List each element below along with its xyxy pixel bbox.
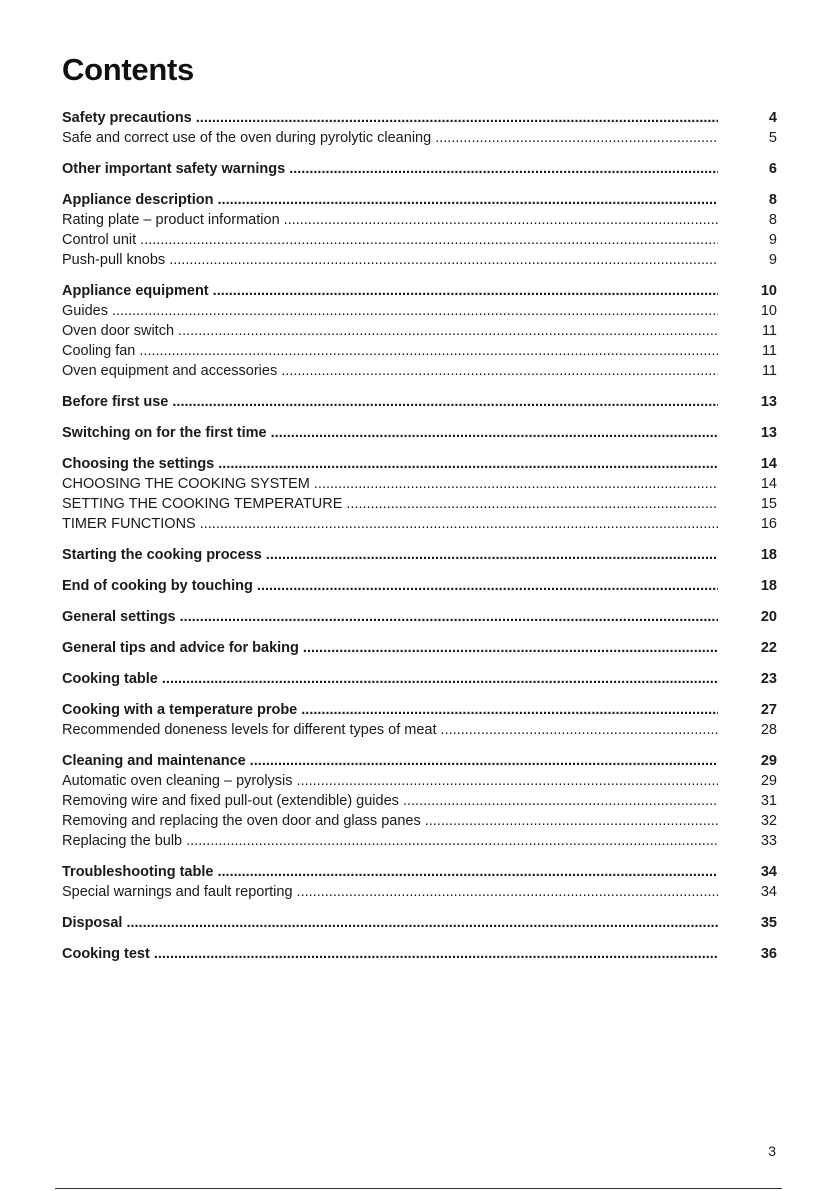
- toc-entry-page: 36: [760, 946, 777, 962]
- toc-entry[interactable]: [62, 545, 777, 565]
- toc-entry[interactable]: [62, 751, 777, 771]
- toc-section: [62, 108, 777, 148]
- toc-subentry[interactable]: [62, 128, 777, 148]
- toc-subentry-page: 9: [768, 252, 777, 268]
- toc-subentry-title: Guides .....: [62, 301, 718, 321]
- toc-subentry-page: 11: [761, 323, 777, 339]
- toc-entry-page: 4: [768, 110, 777, 126]
- toc-subentry-title: SETTING THE COOKING TEMPERATURE .....: [62, 494, 718, 514]
- toc-entry-page: 20: [760, 609, 777, 625]
- toc-subentry-title: Control unit .....: [62, 230, 718, 250]
- toc-subentry-page: 16: [760, 516, 777, 532]
- toc-section: [62, 281, 777, 381]
- toc-entry-title: Cooking table .....: [62, 669, 718, 689]
- toc-subentry[interactable]: [62, 882, 777, 902]
- toc-entry-page: 8: [768, 192, 777, 208]
- toc-section: [62, 423, 777, 443]
- toc-entry[interactable]: [62, 700, 777, 720]
- toc-subentry-page: 33: [760, 833, 777, 849]
- page-number: 3: [768, 1143, 776, 1159]
- toc-entry-title: General settings .....: [62, 607, 718, 627]
- toc-entry[interactable]: [62, 913, 777, 933]
- toc-entry[interactable]: [62, 281, 777, 301]
- toc-entry-title: Safety precautions .....: [62, 108, 718, 128]
- toc-subentry-page: 31: [760, 793, 777, 809]
- toc-section: [62, 669, 777, 689]
- toc-entry-page: 6: [768, 161, 777, 177]
- toc-subentry[interactable]: [62, 230, 777, 250]
- toc-subentry[interactable]: [62, 831, 777, 851]
- toc-section: [62, 913, 777, 933]
- toc-subentry-title: Automatic oven cleaning – pyrolysis .....: [62, 771, 718, 791]
- toc-entry-page: 22: [760, 640, 777, 656]
- toc-entry[interactable]: [62, 159, 777, 179]
- toc-subentry[interactable]: [62, 341, 777, 361]
- toc-subentry-title: TIMER FUNCTIONS .....: [62, 514, 718, 534]
- toc-entry-title: Appliance equipment .....: [62, 281, 718, 301]
- toc-entry-title: Cooking test .....: [62, 944, 718, 964]
- toc-entry[interactable]: [62, 423, 777, 443]
- toc-subentry-title: Oven equipment and accessories .....: [62, 361, 718, 381]
- toc-subentry[interactable]: [62, 361, 777, 381]
- toc-subentry[interactable]: [62, 791, 777, 811]
- toc-subentry-title: Push-pull knobs .....: [62, 250, 718, 270]
- toc-subentry-title: Special warnings and fault reporting .....: [62, 882, 718, 902]
- toc-entry-page: 27: [760, 702, 777, 718]
- page-title: Contents: [62, 52, 194, 87]
- toc-section: [62, 576, 777, 596]
- toc-entry-title: Starting the cooking process .....: [62, 545, 718, 565]
- toc-subentry[interactable]: [62, 321, 777, 341]
- toc-subentry-title: Removing and replacing the oven door and glass panes .....: [62, 811, 718, 831]
- toc-subentry[interactable]: [62, 494, 777, 514]
- toc-section: [62, 700, 777, 740]
- toc-entry-page: 34: [760, 864, 777, 880]
- toc-subentry-page: 5: [768, 130, 777, 146]
- toc-entry-page: 35: [760, 915, 777, 931]
- toc-entry-title: Appliance description .....: [62, 190, 718, 210]
- toc-subentry-title: Oven door switch .....: [62, 321, 718, 341]
- toc-entry-title: Switching on for the first time .....: [62, 423, 718, 443]
- toc-entry-title: End of cooking by touching .....: [62, 576, 718, 596]
- toc-subentry-page: 15: [760, 496, 777, 512]
- toc-subentry-page: 9: [768, 232, 777, 248]
- toc-subentry-page: 32: [760, 813, 777, 829]
- toc-entry[interactable]: [62, 190, 777, 210]
- toc-entry[interactable]: [62, 454, 777, 474]
- toc-subentry-page: 11: [761, 363, 777, 379]
- toc-subentry[interactable]: [62, 720, 777, 740]
- toc-entry-title: Cooking with a temperature probe .....: [62, 700, 718, 720]
- toc-subentry[interactable]: [62, 514, 777, 534]
- toc-subentry[interactable]: [62, 771, 777, 791]
- toc-entry[interactable]: [62, 108, 777, 128]
- toc-subentry-title: CHOOSING THE COOKING SYSTEM .....: [62, 474, 718, 494]
- toc-section: [62, 638, 777, 658]
- toc-entry-page: 13: [760, 394, 777, 410]
- toc-section: [62, 545, 777, 565]
- toc-entry[interactable]: [62, 669, 777, 689]
- toc-subentry[interactable]: [62, 301, 777, 321]
- toc-section: [62, 751, 777, 851]
- toc-subentry-page: 14: [760, 476, 777, 492]
- toc-entry-page: 18: [760, 578, 777, 594]
- toc-subentry-page: 34: [760, 884, 777, 900]
- toc-subentry-title: Rating plate – product information .....: [62, 210, 718, 230]
- toc-entry[interactable]: [62, 638, 777, 658]
- toc-entry[interactable]: [62, 392, 777, 412]
- toc-subentry-page: 11: [761, 343, 777, 359]
- toc-entry[interactable]: [62, 862, 777, 882]
- toc-subentry[interactable]: [62, 474, 777, 494]
- toc-subentry[interactable]: [62, 250, 777, 270]
- toc-subentry[interactable]: [62, 210, 777, 230]
- toc-subentry-title: Recommended doneness levels for different types of meat .....: [62, 720, 718, 740]
- toc-entry-title: Before first use .....: [62, 392, 718, 412]
- toc-section: [62, 392, 777, 412]
- toc-entry-page: 13: [760, 425, 777, 441]
- toc-entry[interactable]: [62, 607, 777, 627]
- toc-subentry-title: Safe and correct use of the oven during pyrolytic cleaning .....: [62, 128, 718, 148]
- toc-entry-page: 29: [760, 753, 777, 769]
- toc-entry[interactable]: [62, 576, 777, 596]
- toc-section: [62, 944, 777, 964]
- toc-section: [62, 862, 777, 902]
- toc-subentry[interactable]: [62, 811, 777, 831]
- toc-subentry-page: 29: [760, 773, 777, 789]
- toc-entry-title: General tips and advice for baking .....: [62, 638, 718, 658]
- table-of-contents: [62, 108, 777, 975]
- toc-section: [62, 454, 777, 534]
- toc-section: [62, 607, 777, 627]
- toc-subentry-title: Removing wire and fixed pull-out (extendible) guides .....: [62, 791, 718, 811]
- toc-entry-page: 23: [760, 671, 777, 687]
- toc-entry-page: 14: [760, 456, 777, 472]
- footer-rule: [55, 1188, 782, 1189]
- toc-subentry-page: 10: [760, 303, 777, 319]
- toc-entry-page: 18: [760, 547, 777, 563]
- toc-entry-title: Other important safety warnings .....: [62, 159, 718, 179]
- toc-entry-title: Cleaning and maintenance .....: [62, 751, 718, 771]
- toc-section: [62, 190, 777, 270]
- toc-section: [62, 159, 777, 179]
- toc-entry-title: Choosing the settings .....: [62, 454, 718, 474]
- toc-subentry-title: Cooling fan .....: [62, 341, 718, 361]
- toc-entry[interactable]: [62, 944, 777, 964]
- toc-subentry-page: 28: [760, 722, 777, 738]
- toc-entry-title: Disposal .....: [62, 913, 718, 933]
- toc-subentry-title: Replacing the bulb .....: [62, 831, 718, 851]
- toc-subentry-page: 8: [768, 212, 777, 228]
- toc-entry-title: Troubleshooting table .....: [62, 862, 718, 882]
- toc-entry-page: 10: [760, 283, 777, 299]
